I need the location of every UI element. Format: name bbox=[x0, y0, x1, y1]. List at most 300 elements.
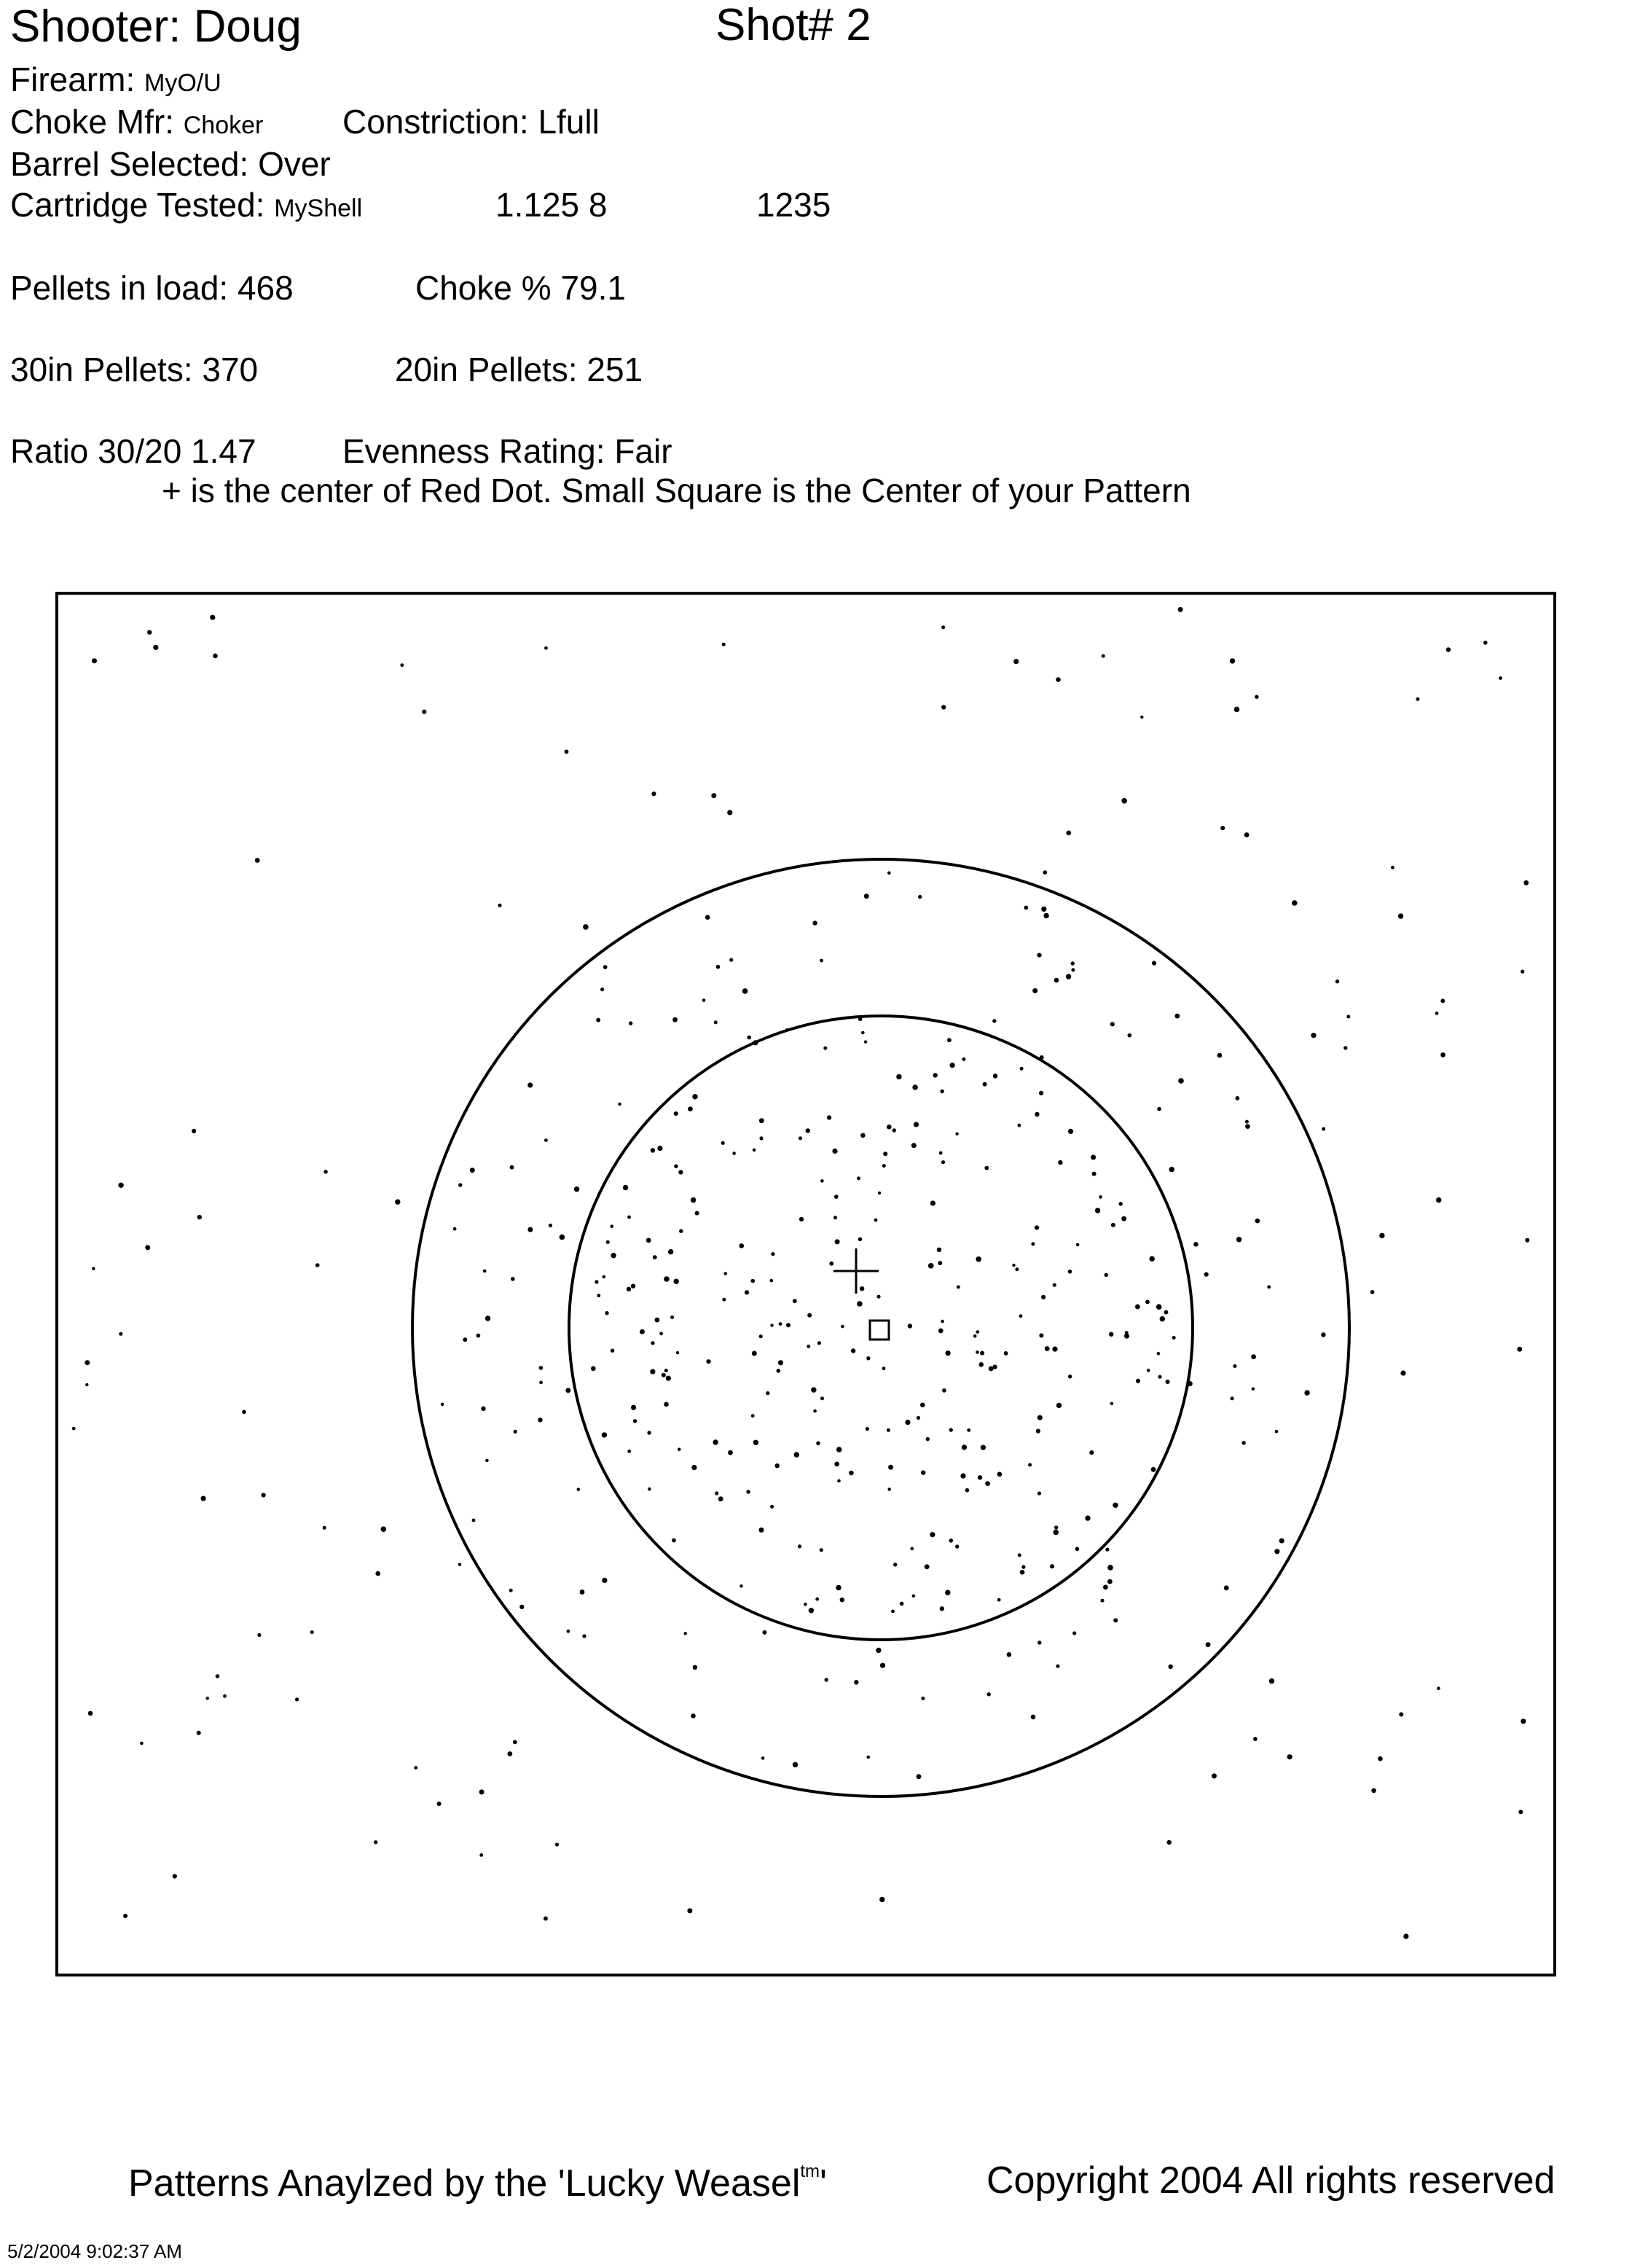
pellet-hit bbox=[381, 1526, 387, 1532]
pellet-hit bbox=[820, 959, 823, 963]
firearm-label: Firearm: bbox=[10, 60, 136, 98]
pellet-hit bbox=[864, 893, 869, 899]
pellet-hit bbox=[811, 1387, 816, 1392]
constriction-line bbox=[342, 103, 600, 141]
pellet-hit bbox=[1068, 1375, 1072, 1378]
pellet-hit bbox=[836, 1447, 842, 1452]
pellet-hit bbox=[900, 1602, 904, 1606]
pellet-hit bbox=[651, 791, 656, 796]
pellet-hit bbox=[479, 1789, 484, 1794]
pellet-hit bbox=[527, 1227, 533, 1232]
pellet-hit bbox=[119, 1332, 122, 1336]
pellet-hit bbox=[864, 1040, 867, 1043]
pellet-hit bbox=[1321, 1332, 1325, 1337]
pellet-hit bbox=[1109, 1332, 1113, 1337]
pellet-hit bbox=[858, 1237, 863, 1242]
pellet-hit bbox=[197, 1731, 201, 1735]
pellet-hit bbox=[1169, 1167, 1174, 1172]
pellet-hit bbox=[946, 1350, 951, 1356]
pellet-hit bbox=[674, 1165, 678, 1168]
pellet-hit bbox=[921, 1471, 925, 1475]
pellet-hit bbox=[753, 1040, 758, 1045]
pellet-hit bbox=[786, 1323, 790, 1327]
pellets-30in-label: 30in Pellets: bbox=[10, 351, 193, 388]
choke-percent-value: 79.1 bbox=[560, 269, 626, 307]
pellet-hit bbox=[603, 1275, 606, 1279]
cartridge-label: Cartridge Tested: bbox=[10, 186, 265, 224]
pellet-hit bbox=[858, 1017, 863, 1021]
pellet-hit bbox=[1151, 1467, 1156, 1472]
pellet-hit bbox=[539, 1381, 543, 1385]
pellet-hit bbox=[1157, 1107, 1161, 1111]
pellet-hit bbox=[827, 1115, 831, 1119]
pellet-hit bbox=[691, 1197, 696, 1203]
pellet-hit bbox=[714, 1020, 718, 1024]
pellet-hit bbox=[605, 1311, 608, 1315]
pellet-hit bbox=[1231, 1396, 1234, 1400]
pellet-hit bbox=[1054, 978, 1059, 983]
pellet-hit bbox=[1075, 1547, 1080, 1552]
pellet-hit bbox=[458, 1563, 461, 1566]
pellet-hit bbox=[1121, 1216, 1126, 1221]
pellet-hit bbox=[1071, 968, 1075, 971]
pellet-hit bbox=[684, 1632, 687, 1635]
pellet-hit bbox=[806, 1128, 810, 1133]
pellet-hit bbox=[1157, 1352, 1161, 1356]
pellet-hit bbox=[882, 1164, 886, 1168]
pellet-hit bbox=[1019, 1314, 1023, 1318]
pellet-hit bbox=[1234, 707, 1240, 713]
pellet-hit bbox=[841, 1325, 844, 1329]
pellet-hit bbox=[1119, 1202, 1123, 1205]
pellet-hit bbox=[976, 1330, 979, 1334]
pellet-hit bbox=[728, 1450, 733, 1455]
pellet-hit bbox=[223, 1694, 227, 1698]
pellet-hit bbox=[908, 1323, 912, 1328]
pellet-hit bbox=[880, 1663, 885, 1668]
pellet-hit bbox=[1322, 1127, 1325, 1131]
pellet-hit bbox=[1058, 1160, 1062, 1165]
pellet-hit bbox=[1147, 1369, 1150, 1372]
pellet-hit bbox=[874, 1219, 878, 1222]
pellet-hit bbox=[1068, 1129, 1073, 1134]
pattern-center-square bbox=[870, 1321, 889, 1340]
pellet-hit bbox=[485, 1459, 489, 1463]
pellet-hit bbox=[751, 1279, 756, 1283]
pellet-hit bbox=[1230, 658, 1235, 663]
pellet-hit bbox=[823, 1047, 827, 1050]
pellet-hit bbox=[640, 1329, 645, 1334]
pellet-hit bbox=[1241, 1441, 1245, 1444]
pellet-hit bbox=[1398, 913, 1403, 918]
pellet-hit bbox=[659, 1332, 663, 1336]
pellet-hit bbox=[1136, 1379, 1140, 1383]
pellet-hit bbox=[1343, 1046, 1347, 1049]
pellet-hit bbox=[1371, 1788, 1376, 1794]
pellet-hit bbox=[761, 1756, 765, 1760]
pellet-hit bbox=[691, 1465, 697, 1470]
pellet-hit bbox=[1021, 1565, 1025, 1569]
pellet-hit bbox=[1145, 1300, 1150, 1305]
pellet-hit bbox=[453, 1227, 457, 1231]
pellet-hit bbox=[1175, 1014, 1180, 1019]
trademark: tm bbox=[800, 2162, 820, 2181]
pellet-hit bbox=[914, 1122, 919, 1127]
pellet-hit bbox=[829, 1262, 833, 1266]
credit-line bbox=[128, 2162, 827, 2205]
pellet-hit bbox=[595, 1280, 598, 1283]
pellet-hit bbox=[836, 1585, 842, 1591]
pellet-hit bbox=[651, 1341, 654, 1345]
pellet-hit bbox=[147, 630, 152, 634]
pellet-hit bbox=[1224, 1585, 1229, 1590]
pellet-hit bbox=[1269, 1678, 1274, 1684]
pellet-hit bbox=[295, 1697, 299, 1701]
pellet-hit bbox=[483, 1270, 487, 1273]
pellet-hit bbox=[941, 1090, 944, 1093]
pellet-hit bbox=[835, 1239, 840, 1244]
pellet-hit bbox=[692, 1094, 697, 1099]
pellet-hit bbox=[1056, 1403, 1062, 1408]
pellet-hit bbox=[918, 895, 922, 899]
pellet-hit bbox=[1245, 1124, 1250, 1129]
pellet-hit bbox=[905, 1420, 910, 1425]
pellet-hit bbox=[596, 1018, 600, 1022]
pellet-hit bbox=[678, 1170, 683, 1174]
pellet-hit bbox=[912, 1084, 917, 1090]
pellet-hit bbox=[794, 1452, 799, 1457]
pellet-hit bbox=[941, 625, 945, 629]
pellets-20in-value: 251 bbox=[586, 351, 643, 388]
pellet-hit bbox=[942, 1388, 946, 1393]
pellet-hit bbox=[140, 1742, 144, 1745]
pellet-hit bbox=[463, 1337, 467, 1342]
pellet-hit bbox=[962, 1444, 967, 1450]
pellet-hit bbox=[648, 1487, 651, 1491]
outer-30in-circle bbox=[412, 859, 1349, 1796]
pellet-hit bbox=[917, 1416, 920, 1420]
cartridge-line bbox=[10, 188, 362, 222]
pellet-hit bbox=[1275, 1430, 1279, 1434]
pellet-hit bbox=[928, 1263, 934, 1269]
pellet-hit bbox=[88, 1711, 93, 1716]
pellet-hit bbox=[752, 1351, 757, 1356]
pellet-hit bbox=[1043, 870, 1048, 875]
pellet-hit bbox=[1113, 1503, 1118, 1508]
pellet-hit bbox=[374, 1840, 377, 1844]
pellet-hit bbox=[422, 710, 426, 714]
pellet-hit bbox=[1378, 1756, 1383, 1761]
pellet-hit bbox=[887, 872, 891, 875]
ratio-value: 1.47 bbox=[191, 432, 256, 470]
pellet-hit bbox=[1244, 832, 1250, 837]
pellet-hit bbox=[1169, 1665, 1173, 1669]
pellet-hit bbox=[458, 1183, 462, 1186]
pellet-hit bbox=[837, 1479, 841, 1483]
pellet-hit bbox=[807, 1313, 812, 1318]
pellet-hit bbox=[1020, 1570, 1025, 1575]
pellet-hit bbox=[891, 1610, 895, 1614]
pellet-hit bbox=[857, 1176, 860, 1180]
pellet-hit bbox=[997, 1472, 1003, 1477]
shot-value: 2 bbox=[846, 0, 871, 50]
pellet-hit bbox=[746, 1490, 750, 1493]
pellet-hit bbox=[834, 1462, 839, 1467]
pellet-hit bbox=[825, 1678, 828, 1681]
pellet-hit bbox=[582, 1634, 586, 1638]
pellet-hit bbox=[323, 1170, 327, 1173]
pellet-hit bbox=[583, 924, 589, 930]
pellet-hit bbox=[1236, 1237, 1241, 1242]
pellet-hit bbox=[979, 1362, 984, 1367]
pellet-hit bbox=[716, 965, 721, 969]
pellet-hit bbox=[627, 1287, 631, 1291]
pellet-hit bbox=[718, 1496, 723, 1501]
pellet-hit bbox=[118, 1183, 123, 1188]
pellet-hit bbox=[539, 1366, 544, 1370]
pellet-hit bbox=[674, 1279, 679, 1284]
shooter-label: Shooter: bbox=[10, 1, 181, 52]
ratio-label: Ratio 30/20 bbox=[10, 432, 182, 470]
pellet-hit bbox=[785, 1028, 788, 1031]
pellet-hit bbox=[606, 1240, 610, 1244]
pellet-hit bbox=[940, 1606, 944, 1611]
pellet-hit bbox=[508, 1751, 513, 1756]
pellet-hit bbox=[623, 1185, 628, 1190]
pellet-hit bbox=[876, 1648, 881, 1653]
shooter-name: Doug bbox=[193, 1, 302, 52]
pellet-hit bbox=[1092, 1172, 1096, 1176]
pellet-hit bbox=[470, 1168, 475, 1173]
pellet-hit bbox=[921, 1697, 925, 1700]
pellet-hit bbox=[820, 1179, 824, 1183]
pellet-hit bbox=[793, 1299, 797, 1303]
pellets-20in-label: 20in Pellets: bbox=[395, 351, 578, 388]
pellet-hit bbox=[653, 1255, 657, 1259]
pellet-hit bbox=[1403, 1933, 1408, 1939]
pellet-hit bbox=[662, 1373, 666, 1377]
pellet-hit bbox=[472, 1519, 476, 1522]
pellet-hit bbox=[693, 1665, 697, 1670]
pellet-hit bbox=[798, 1544, 801, 1548]
pellet-hit bbox=[1160, 1316, 1165, 1321]
pellet-hit bbox=[854, 1680, 858, 1684]
pellet-hit bbox=[727, 810, 732, 815]
pellet-hit bbox=[1054, 1530, 1059, 1536]
pellet-hit bbox=[1107, 1565, 1113, 1571]
shot-number bbox=[715, 0, 871, 50]
pellet-hit bbox=[611, 1349, 614, 1353]
evenness-label: Evenness Rating: bbox=[342, 432, 605, 470]
pellet-hit bbox=[580, 1589, 585, 1595]
pellet-hit bbox=[912, 1595, 916, 1598]
pellet-hit bbox=[987, 1692, 991, 1696]
pellet-hit bbox=[729, 958, 733, 962]
pellet-hit bbox=[1102, 654, 1105, 658]
pellet-hit bbox=[664, 1276, 670, 1282]
pellet-hit bbox=[955, 1544, 959, 1548]
pellet-hit bbox=[560, 1235, 565, 1240]
pellet-hit bbox=[759, 1528, 764, 1533]
pellet-hit bbox=[92, 658, 97, 663]
pellet-hit bbox=[678, 1448, 681, 1452]
pellet-hit bbox=[713, 1439, 718, 1444]
pellet-hit bbox=[866, 1756, 870, 1759]
pellet-hit bbox=[1031, 1242, 1035, 1246]
pellet-hit bbox=[882, 1366, 886, 1370]
pellet-hit bbox=[1056, 1665, 1059, 1668]
pellet-hit bbox=[1440, 1052, 1445, 1057]
pellet-hit bbox=[722, 1298, 726, 1302]
pellet-hit bbox=[672, 1538, 676, 1543]
pellet-hit bbox=[92, 1267, 95, 1270]
pellet-hit bbox=[1311, 1033, 1316, 1038]
pellet-hit bbox=[441, 1403, 444, 1407]
pellet-hit bbox=[257, 1633, 261, 1637]
pellet-hit bbox=[702, 998, 706, 1002]
pellet-hit bbox=[976, 1350, 979, 1354]
pellet-hit bbox=[1346, 1015, 1350, 1019]
pellet-hit bbox=[544, 1138, 548, 1142]
cartridge-value: MyShell bbox=[274, 195, 363, 222]
pellet-hit bbox=[1043, 913, 1048, 918]
pellet-hit bbox=[1400, 1371, 1405, 1376]
pellet-hit bbox=[993, 1074, 998, 1079]
pellet-hit bbox=[815, 1598, 819, 1601]
pellet-hit bbox=[1035, 1225, 1039, 1229]
pellet-hit bbox=[687, 1908, 692, 1913]
pellet-hit bbox=[1013, 659, 1019, 664]
pellet-hit bbox=[1523, 880, 1529, 885]
pellet-hit bbox=[967, 1428, 970, 1432]
pellet-hit bbox=[1217, 1053, 1223, 1058]
pellet-hit bbox=[1399, 1712, 1403, 1716]
pellet-hit bbox=[514, 1430, 517, 1434]
pellet-hit bbox=[879, 1897, 884, 1902]
pellet-hit bbox=[510, 1165, 514, 1170]
pellet-hit bbox=[600, 988, 604, 991]
pellet-hit bbox=[1105, 1273, 1108, 1277]
pellet-hit bbox=[437, 1802, 442, 1806]
pellet-hit bbox=[832, 1149, 837, 1154]
pellet-hit bbox=[866, 1427, 869, 1431]
pellet-hit bbox=[1152, 961, 1156, 966]
pellet-hit bbox=[955, 1133, 958, 1135]
pellet-hit bbox=[883, 1151, 887, 1156]
pellet-hit bbox=[860, 1286, 864, 1291]
pellet-hit bbox=[1121, 798, 1127, 804]
pellet-hit bbox=[793, 1762, 798, 1767]
pellet-hit bbox=[1037, 1415, 1043, 1420]
pellet-hit bbox=[778, 1360, 783, 1365]
pellet-hit bbox=[997, 1598, 1001, 1602]
pellet-hit bbox=[1099, 1195, 1102, 1199]
pellet-hit bbox=[1004, 1351, 1008, 1356]
pellet-hit bbox=[1436, 1197, 1441, 1203]
pellet-hit bbox=[664, 1402, 669, 1407]
pellet-hit bbox=[1499, 676, 1502, 680]
pellet-hit bbox=[1135, 1305, 1140, 1310]
pellet-hit bbox=[1391, 866, 1394, 869]
pellet-hit bbox=[1172, 1336, 1176, 1340]
pellet-hit bbox=[395, 1200, 400, 1205]
pellet-hit bbox=[695, 1211, 699, 1216]
evenness-value: Fair bbox=[614, 432, 672, 470]
pellet-hit bbox=[809, 1608, 814, 1613]
pellet-hit bbox=[1018, 1124, 1021, 1127]
pellet-hit bbox=[544, 1917, 548, 1921]
inner-20in-circle bbox=[569, 1016, 1193, 1640]
pellet-hit bbox=[1220, 826, 1225, 830]
pellet-hit bbox=[1125, 1331, 1129, 1334]
pellet-hit bbox=[1188, 1381, 1193, 1386]
pellet-hit bbox=[1041, 1295, 1046, 1299]
pattern-target bbox=[58, 595, 1553, 1974]
pellet-hit bbox=[679, 1229, 683, 1233]
pellet-hit bbox=[688, 1106, 693, 1111]
pellet-hit bbox=[1041, 907, 1046, 912]
pellet-hit bbox=[887, 1428, 890, 1432]
pellet-hit bbox=[1158, 1375, 1162, 1379]
pellet-hit bbox=[950, 1063, 955, 1068]
pellet-hit bbox=[1053, 1283, 1056, 1287]
pellet-hit bbox=[1204, 1272, 1209, 1277]
pellet-hit bbox=[993, 1365, 997, 1369]
pellet-hit bbox=[965, 1488, 970, 1493]
pellet-hit bbox=[804, 1603, 807, 1606]
pellet-hit bbox=[925, 1564, 930, 1569]
pellets-30in bbox=[10, 353, 258, 386]
pellet-hit bbox=[509, 1589, 513, 1592]
pellet-hit bbox=[933, 1073, 938, 1077]
pellet-hit bbox=[1028, 1463, 1032, 1467]
pellet-hit bbox=[618, 1103, 621, 1106]
pellets-in-load bbox=[10, 271, 294, 305]
pellet-hit bbox=[1193, 1242, 1198, 1247]
pellet-hit bbox=[1066, 831, 1071, 836]
pellet-hit bbox=[816, 1442, 820, 1446]
pellet-hit bbox=[759, 1118, 764, 1123]
pellet-hit bbox=[896, 1074, 901, 1079]
pellet-hit bbox=[1040, 1055, 1044, 1060]
pellet-hit bbox=[1518, 1810, 1523, 1814]
pellet-hit bbox=[941, 1160, 945, 1164]
cartridge-velocity: 1235 bbox=[756, 186, 831, 224]
pellet-hit bbox=[213, 654, 218, 659]
pellet-hit bbox=[1128, 1033, 1132, 1038]
pellet-hit bbox=[1446, 647, 1451, 652]
pellet-hit bbox=[715, 1491, 718, 1495]
pellet-hit bbox=[753, 1440, 758, 1445]
pellet-hit bbox=[1206, 1642, 1211, 1647]
pellet-hit bbox=[857, 1301, 863, 1307]
pellet-hit bbox=[577, 1487, 581, 1491]
pellet-hit bbox=[1279, 1538, 1284, 1544]
pellet-hit bbox=[691, 1713, 696, 1718]
pellet-hit bbox=[627, 1450, 631, 1453]
pellet-hit bbox=[770, 1323, 773, 1326]
pellet-hit bbox=[1156, 1304, 1162, 1310]
pellet-hit bbox=[706, 1359, 710, 1364]
pellet-hit bbox=[666, 1376, 671, 1381]
pellet-hit bbox=[85, 1383, 88, 1386]
pellet-hit bbox=[777, 1369, 781, 1373]
pellet-hit bbox=[255, 858, 260, 863]
pellet-hit bbox=[888, 1465, 893, 1470]
pellet-hit bbox=[976, 1256, 981, 1262]
pellet-hit bbox=[670, 1315, 674, 1319]
barrel-value: Over bbox=[258, 145, 331, 183]
